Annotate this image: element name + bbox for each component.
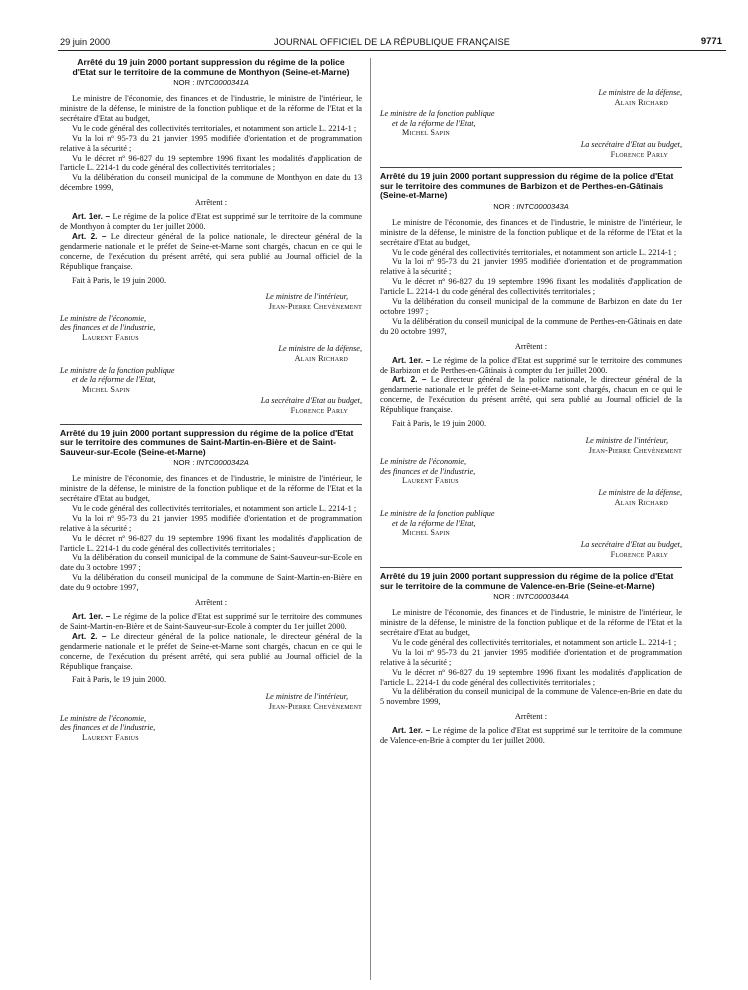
preamble: Le ministre de l'économie, des finances et de l'industrie, le ministre de l'intérieur, le ministre de la défense, le ministre de la fonction publique et de la réforme de l'Etat et la secrétaire d'Etat au budget, [380, 217, 682, 247]
signatory-name: Jean-Pierre Chevènement [268, 302, 362, 311]
article-text: Le directeur général de la police nationale, le directeur général de la gendarmerie nationale et le préfet de Seine-et-Marne sont chargés, chacun en ce qui le concerne, de l'exécution du présent arrêté, qui sera publié au Journal officiel de la République française. [380, 375, 682, 415]
decree-title: Arrêté du 19 juin 2000 portant suppression du régime de la police d'Etat sur le territoire de la commune de Valence-en-Brie (Seine-et-Marne) [380, 571, 674, 591]
article-2 [380, 375, 682, 415]
signatory-name: Alain Richard [614, 97, 668, 107]
decree-title: Arrêté du 19 juin 2000 portant suppression du régime de la police d'Etat sur le territoire des communes de Saint-Martin-en-Bière et de Saint-Sauveur-sur-Ecole (Seine-et-Marne) [60, 427, 354, 457]
signatory-role: La secrétaire d'Etat au budget, [260, 396, 362, 406]
header-journal-title: JOURNAL OFFICIEL DE LA RÉPUBLIQUE FRANÇAISE [274, 37, 510, 47]
article-text: Le régime de la police d'Etat est supprimé sur le territoire des communes de Barbizon et de Perthes-en-Gâtinais à compter du 1er juillet 2000. [380, 355, 682, 375]
signature-defense [60, 344, 362, 363]
nor-reference [380, 202, 682, 212]
page-header [58, 36, 726, 51]
right-column [380, 58, 682, 746]
decree-title: Arrêté du 19 juin 2000 portant suppression du régime de la police d'Etat sur le territoire des communes de Barbizon et de Perthes-en-Gâtinais (Seine-et-Marne) [380, 171, 674, 201]
signatory-role: La secrétaire d'Etat au budget, [580, 539, 682, 549]
signatory-role: et de la réforme de l'Etat, [72, 375, 156, 385]
arretent: Arrêtent : [194, 198, 228, 208]
signatory-role: Le ministre de l'intérieur, [265, 692, 348, 702]
signatory-name: Alain Richard [614, 497, 668, 507]
visa: Vu la délibération du conseil municipal de la commune de Barbizon en date du 1er octobre 1997 ; [380, 297, 682, 316]
signatory-role: et de la réforme de l'Etat, [392, 518, 476, 528]
article-label: Art. 1er. – [72, 612, 111, 621]
visa: Vu le code général des collectivités territoriales, et notamment son article L. 2214-1 ; [392, 247, 677, 257]
signature-budget [380, 540, 682, 559]
nor-code: INTC0000341A [196, 78, 249, 88]
signatory-name: Florence Parly [610, 149, 668, 159]
decree-title: Arrêté du 19 juin 2000 portant suppression du régime de la police d'Etat sur le territoire de la commune de Monthyon (Seine-et-Marne) [72, 57, 350, 77]
article-text: Le régime de la police d'Etat est supprimé sur le territoire de la commune de Valence-en-Brie à compter du 1er juillet 2000. [380, 726, 683, 746]
signature-budget [380, 140, 682, 159]
header-date: 29 juin 2000 [60, 37, 111, 47]
visa: Vu la délibération du conseil municipal de la commune de Perthes-en-Gâtinais en date du 20 octobre 1997, [380, 316, 682, 336]
section-divider [380, 567, 682, 568]
decree-monthyon [60, 58, 362, 416]
article-2 [60, 232, 362, 272]
decree-barbizon [380, 172, 682, 559]
signature-budget [60, 396, 362, 415]
signatory-name: Jean-Pierre Chevènement [268, 701, 362, 711]
nor-code: INTC0000344A [516, 592, 569, 602]
signatory-name: Michel Sapin [402, 128, 450, 138]
visa: Vu la loi nº 95-73 du 21 janvier 1995 modifiée d'orientation et de programmation relative à la sécurité ; [60, 133, 362, 153]
nor-code: INTC0000343A [516, 201, 569, 211]
signature-economie [380, 457, 682, 486]
signature-interieur [380, 436, 682, 455]
article-text: Le régime de la police d'Etat est supprimé sur le territoire des communes de Saint-Martin-en-Bière et de Saint-Sauveur-sur-Ecole à compter du 1er juillet 2000. [60, 612, 362, 631]
signature-interieur [60, 692, 362, 711]
nor-label: NOR : [173, 458, 197, 468]
signatory-role: et de la réforme de l'Etat, [392, 118, 476, 128]
visa: Vu la loi nº 95-73 du 21 janvier 1995 modifiée d'orientation et de programmation relative à la sécurité ; [380, 647, 682, 667]
signature-interieur [60, 292, 362, 311]
signature-economie [60, 714, 362, 743]
article-label: Art. 2. – [392, 375, 427, 385]
signatory-name: Laurent Fabius [82, 332, 139, 342]
decree-saint-martin [60, 429, 362, 743]
signatory-name: Jean-Pierre Chevènement [588, 445, 682, 455]
section-divider [380, 167, 682, 168]
visa: Vu le décret nº 96-827 du 19 septembre 1996 fixant les modalités d'application de l'article L. 2214-1 du code général des collectivités territoriales ; [380, 277, 682, 297]
article-text: Le directeur général de la police nationale, le directeur général de la gendarmerie nationale et le préfet de Seine-et-Marne sont chargés, chacun en ce qui le concerne, de l'exécution du présent arrêté, qui sera publié au Journal officiel de la République française. [60, 631, 362, 671]
arretent: Arrêtent : [514, 712, 548, 722]
article-1 [380, 726, 682, 746]
signed-at: Fait à Paris, le 19 juin 2000. [392, 419, 487, 429]
signature-fonction-publique [380, 509, 682, 538]
article-text: Le directeur général de la police nationale, le directeur général de la gendarmerie nationale et le préfet de Seine-et-Marne sont chargés, chacun en ce qui le concerne, de l'exécution du présent arrêté, qui sera publié au Journal officiel de la République française. [60, 231, 362, 271]
signatory-role: des finances et de l'industrie, [380, 466, 476, 476]
signatory-role: Le ministre de l'économie, [60, 713, 147, 723]
signatory-role: Le ministre de la défense, [598, 88, 682, 97]
visa: Vu la délibération du conseil municipal de la commune de Valence-en-Brie en date du 5 novembre 1999, [380, 687, 682, 707]
article-label: Art. 1er. – [392, 726, 431, 736]
article-label: Art. 1er. – [72, 212, 111, 222]
arretent: Arrêtent : [514, 341, 548, 351]
signature-economie [60, 314, 362, 343]
visa: Vu la loi nº 95-73 du 21 janvier 1995 modifiée d'orientation et de programmation relative à la sécurité ; [380, 257, 682, 277]
signatory-role: des finances et de l'industrie, [60, 323, 156, 333]
article-label: Art. 2. – [72, 231, 107, 241]
signatory-name: Michel Sapin [82, 384, 130, 394]
visa: Vu le code général des collectivités territoriales, et notamment son article L. 2214-1 ; [392, 637, 677, 647]
article-label: Art. 1er. – [392, 355, 431, 365]
signatory-name: Michel Sapin [402, 528, 450, 538]
signature-fonction-publique [60, 366, 362, 395]
article-label: Art. 2. – [72, 631, 107, 641]
nor-reference [60, 78, 362, 88]
signatory-role: Le ministre de la défense, [598, 487, 682, 497]
visa: Vu le décret nº 96-827 du 19 septembre 1996 fixant les modalités d'application de l'article L. 2214-1 du code général des collectivités territoriales ; [380, 667, 682, 687]
visa: Vu la délibération du conseil municipal de la commune de Saint-Martin-en-Bière en date du 9 octobre 1997, [60, 573, 362, 593]
section-divider [60, 424, 362, 425]
preamble: Le ministre de l'économie, des finances et de l'industrie, le ministre de l'intérieur, le ministre de la défense, le ministre de la fonction publique et de la réforme de l'Etat et la secrétaire d'Etat au budget, [60, 474, 362, 504]
visa: Vu le code général des collectivités territoriales, et notamment son article L. 2214-1 ; [72, 123, 357, 133]
article-1 [380, 356, 682, 376]
visa: Vu le code général des collectivités territoriales, et notamment son article L. 2214-1 ; [72, 503, 357, 513]
preamble: Le ministre de l'économie, des finances et de l'industrie, le ministre de l'intérieur, le ministre de la défense, le ministre de la fonction publique et de la réforme de l'Etat et la secrétaire d'Etat au budget, [60, 94, 362, 123]
visa: Vu la loi nº 95-73 du 21 janvier 1995 modifiée d'orientation et de programmation relative à la sécurité ; [60, 513, 362, 533]
left-column [60, 58, 362, 742]
signatory-role: Le ministre de la défense, [278, 344, 362, 354]
signatory-role: Le ministre de la fonction publique [60, 365, 175, 375]
visa: Vu le décret nº 96-827 du 19 septembre 1996 fixant les modalités d'application de l'article L. 2214-1 du code général des collectivités territoriales ; [60, 533, 362, 553]
arretent: Arrêtent : [194, 598, 228, 608]
signature-defense [380, 488, 682, 507]
preamble: Le ministre de l'économie, des finances et de l'industrie, le ministre de l'intérieur, le ministre de la défense, le ministre de la fonction publique et de la réforme de l'Etat et la secrétaire d'Etat au budget, [380, 608, 682, 637]
article-1 [60, 612, 362, 632]
signatory-role: des finances et de l'industrie, [60, 723, 156, 733]
signatory-name: Florence Parly [290, 405, 348, 415]
decree-valence-en-brie [380, 572, 682, 746]
signatory-role: Le ministre de la fonction publique [380, 109, 495, 119]
nor-code: INTC0000342A [196, 458, 249, 468]
signatory-name: Alain Richard [294, 353, 348, 363]
signatory-role: Le ministre de l'économie, [60, 313, 147, 323]
signatory-role: Le ministre de l'intérieur, [265, 292, 348, 302]
signatory-role: La secrétaire d'Etat au budget, [580, 139, 682, 149]
nor-label: NOR : [173, 78, 197, 88]
decree-saint-martin-signatures-cont [380, 88, 682, 159]
signatory-name: Florence Parly [610, 549, 668, 559]
signatory-role: Le ministre de la fonction publique [380, 509, 495, 519]
signed-at: Fait à Paris, le 19 juin 2000. [72, 275, 167, 285]
signatory-name: Laurent Fabius [82, 732, 139, 742]
nor-label: NOR : [493, 592, 517, 602]
visa: Vu la délibération du conseil municipal de la commune de Saint-Sauveur-sur-Ecole en date du 3 octobre 1997 ; [60, 553, 362, 573]
article-1 [60, 212, 362, 232]
signatory-role: Le ministre de l'intérieur, [585, 435, 668, 445]
visa: Vu la délibération du conseil municipal de la commune de Monthyon en date du 13 décembre 1999, [60, 173, 362, 193]
header-page-number: 9771 [700, 36, 722, 47]
signed-at: Fait à Paris, le 19 juin 2000. [72, 675, 167, 685]
visa: Vu le décret nº 96-827 du 19 septembre 1996 fixant les modalités d'application de l'article L. 2214-1 du code général des collectivités territoriales ; [60, 153, 362, 173]
signatory-name: Laurent Fabius [402, 476, 459, 486]
signature-defense [380, 88, 682, 107]
nor-label: NOR : [493, 201, 517, 211]
nor-reference [60, 458, 362, 468]
signatory-role: Le ministre de l'économie, [380, 457, 467, 467]
column-divider [370, 58, 371, 980]
nor-reference [380, 592, 682, 602]
signature-fonction-publique [380, 109, 682, 138]
article-text: Le régime de la police d'Etat est supprimé sur le territoire de la commune de Monthyon à compter du 1er juillet 2000. [60, 212, 363, 231]
article-2 [60, 632, 362, 672]
